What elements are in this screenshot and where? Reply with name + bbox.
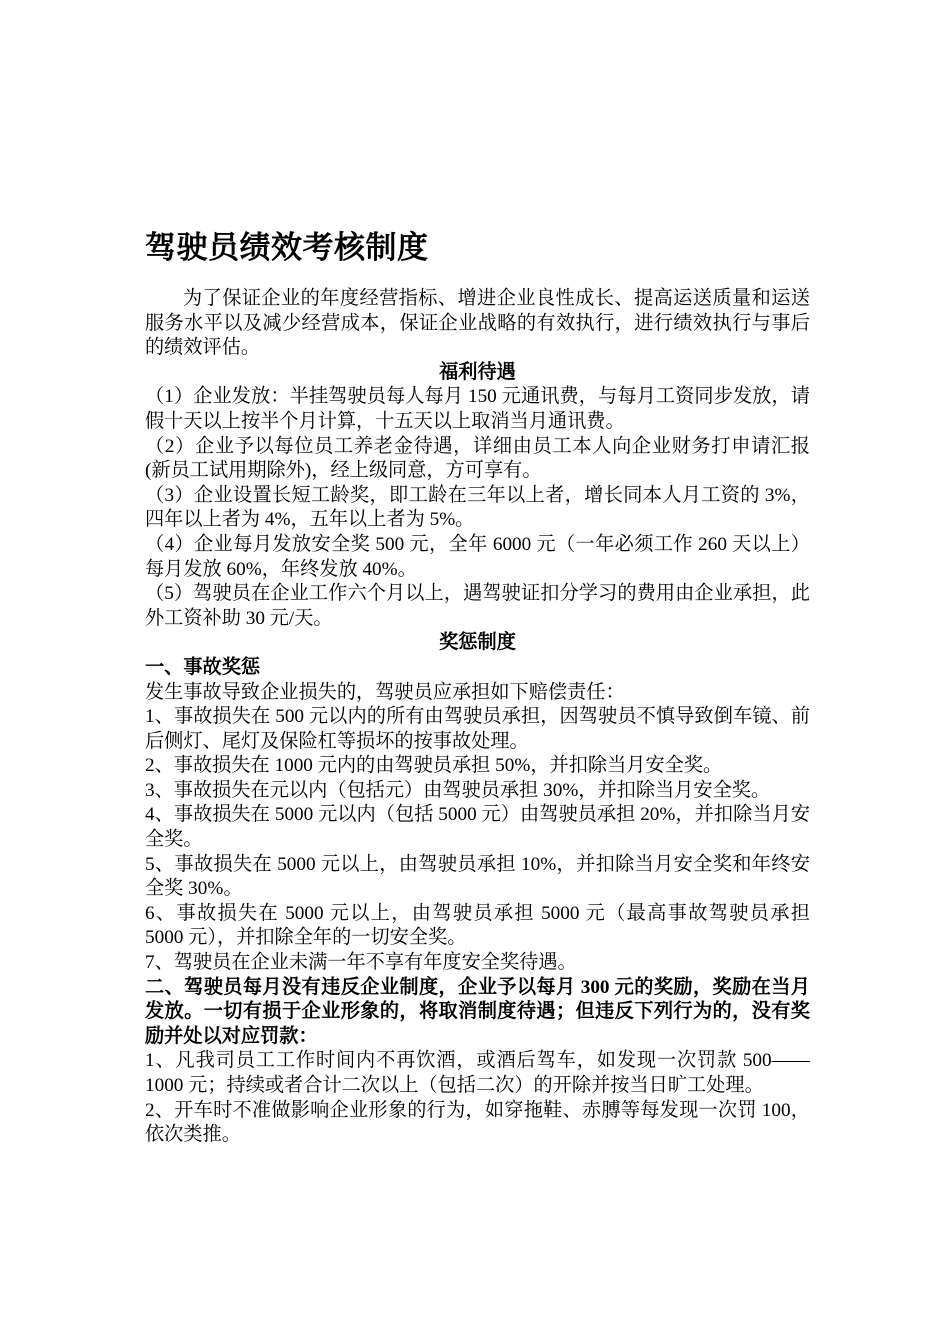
welfare-item: （2）企业予以每位员工养老金待遇，详细由员工本人向企业财务打申请汇报(新员工试用期除外)，经上级同意，方可享有。	[145, 435, 810, 482]
welfare-item: （4）企业每月发放安全奖 500 元，全年 6000 元（一年必须工作 260 天以上）每月发放 60%，年终发放 40%。	[145, 533, 810, 580]
intro-paragraph: 为了保证企业的年度经营指标、增进企业良性成长、提高运送质量和运送服务水平以及减少经营成本，保证企业战略的有效执行，进行绩效执行与事后的绩效评估。	[145, 288, 810, 359]
welfare-item: （3）企业设置长短工龄奖，即工龄在三年以上者，增长同本人月工资的 3%，四年以上者为 4%，五年以上者为 5%。	[145, 484, 810, 531]
penalty-item: 2、开车时不准做影响企业形象的行为，如穿拖鞋、赤膊等每发现一次罚 100，依次类推。	[145, 1099, 810, 1146]
welfare-heading: 福利待遇	[439, 361, 516, 383]
penalty-item: 1、凡我司员工工作时间内不再饮酒，或酒后驾车，如发现一次罚款 500——1000 元；持续或者合计二次以上（包括二次）的开除并按当日旷工处理。	[145, 1050, 810, 1096]
accident-item: 4、事故损失在 5000 元以内（包括 5000 元）由驾驶员承担 20%，并扣除当月安全奖。	[145, 804, 810, 851]
accident-lead: 发生事故导致企业损失的，驾驶员应承担如下赔偿责任：	[145, 681, 625, 703]
welfare-item: （5）驾驶员在企业工作六个月以上，遇驾驶证扣分学习的费用由企业承担，此外工资补助 30 元/天。	[145, 583, 810, 629]
accident-item: 3、事故损失在元以内（包括元）由驾驶员承担 30%，并扣除当月安全奖。	[145, 779, 771, 801]
monthly-reward-statement: 二、驾驶员每月没有违反企业制度，企业予以每月 300 元的奖励，奖励在当月发放。一切有损于企业形象的，将取消制度待遇；但违反下列行为的，没有奖励并处以对应罚款：	[145, 976, 810, 1047]
document-title: 驾驶员绩效考核制度	[145, 230, 429, 266]
rewards-heading: 奖惩制度	[439, 632, 516, 654]
accident-item: 5、事故损失在 5000 元以上，由驾驶员承担 10%，并扣除当月安全奖和年终安全奖 30%。	[145, 853, 810, 900]
accident-item: 2、事故损失在 1000 元内的由驾驶员承担 50%，并扣除当月安全奖。	[145, 755, 723, 777]
document-page	[145, 225, 810, 1148]
accident-item: 7、驾驶员在企业未满一年不享有年度安全奖待遇。	[145, 952, 577, 974]
accident-item: 6、事故损失在 5000 元以上，由驾驶员承担 5000 元（最高事故驾驶员承担 5000 元），并扣除全年的一切安全奖。	[145, 902, 810, 949]
accident-section-heading: 一、事故奖惩	[145, 656, 261, 678]
accident-item: 1、事故损失在 500 元以内的所有由驾驶员承担，因驾驶员不慎导致倒车镜、前后侧灯、尾灯及保险杠等损坏的按事故处理。	[145, 706, 810, 752]
welfare-item: （1）企业发放：半挂驾驶员每人每月 150 元通讯费，与每月工资同步发放，请假十天以上按半个月计算，十五天以上取消当月通讯费。	[145, 386, 810, 432]
